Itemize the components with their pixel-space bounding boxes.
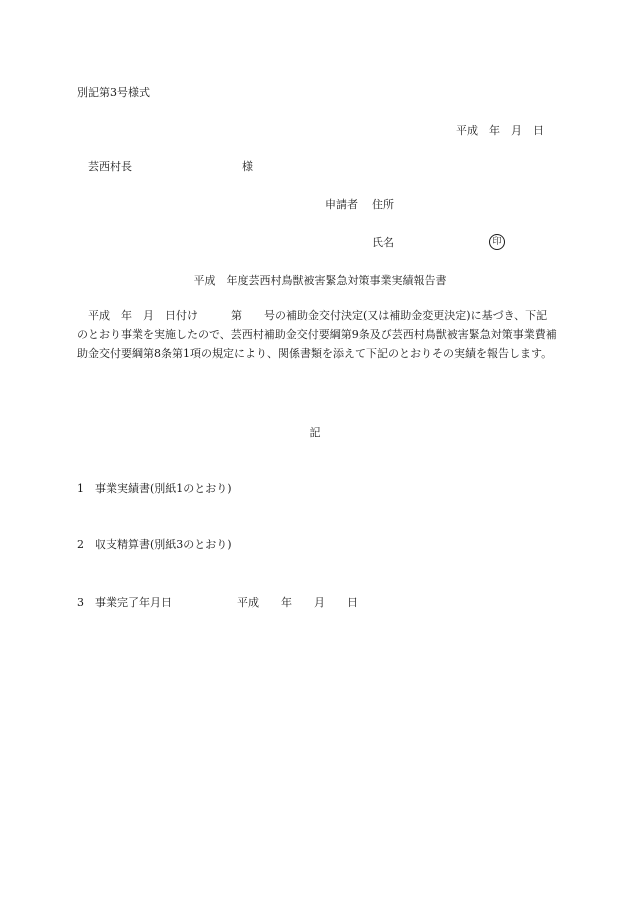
body-paragraph: 平成 年 月 日付け 第 号の補助金交付決定(又は補助金変更決定)に基づき、下記のとおり事業を実施したので、芸西村補助金交付要綱第9条及び芸西村鳥獣被害緊急対策事業費補助金交付要綱第8条第1項の規定により、関係書類を添えて下記のとおりその実績を報告します。 <box>77 309 557 360</box>
name-label: 氏名 <box>372 236 394 249</box>
applicant-label: 申請者 <box>325 198 358 211</box>
submission-date: 平成 年 月 日 <box>456 124 544 137</box>
list-item-performance-report: 1 事業実績書(別紙1のとおり) <box>77 482 232 495</box>
form-number: 別記第3号様式 <box>77 86 150 99</box>
addressee: 芸西村長 <box>88 160 132 173</box>
honorific: 様 <box>242 160 253 173</box>
list-item-settlement: 2 収支精算書(別紙3のとおり) <box>77 538 232 551</box>
completion-date-value: 平成 年 月 日 <box>237 596 358 609</box>
list-item-completion-date: 3 事業完了年月日 <box>77 596 172 609</box>
address-label: 住所 <box>372 198 394 211</box>
section-heading: 記 <box>309 426 321 439</box>
seal-icon: 印 <box>489 234 505 250</box>
document-title: 平成 年度芸西村鳥獣被害緊急対策事業実績報告書 <box>193 274 447 287</box>
